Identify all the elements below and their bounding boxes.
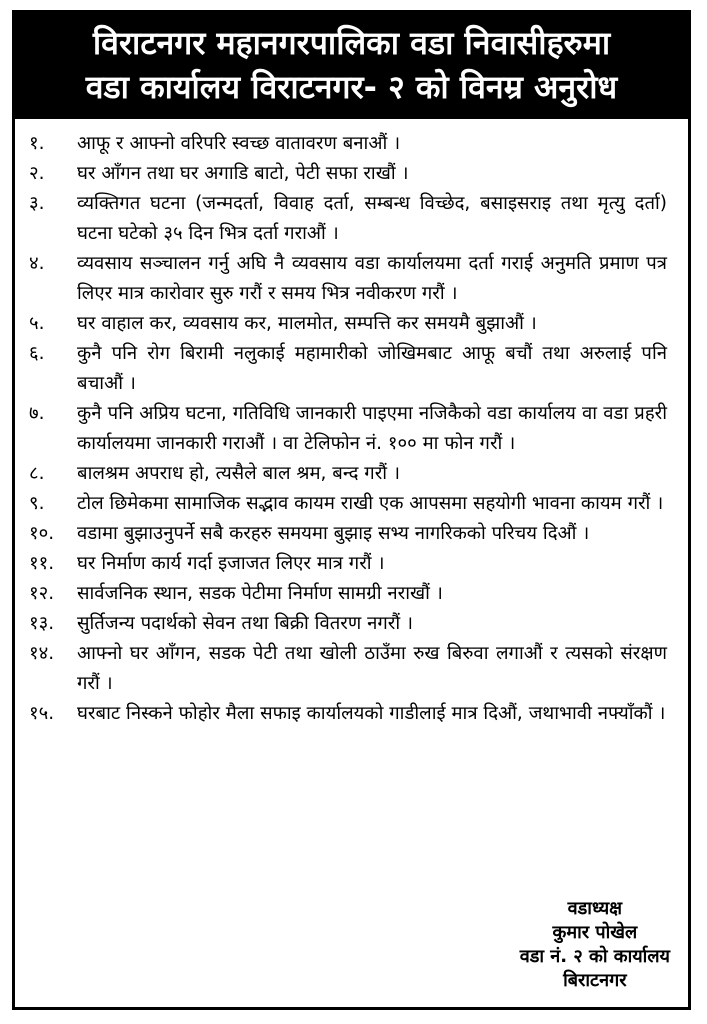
- item-text: कुनै पनि रोग बिरामी नलुकाई महामारीको जोखिमबाट आफू बचौं तथा अरुलाई पनि बचाऔं ।: [77, 343, 667, 394]
- item-text: टोल छिमेकमा सामाजिक सद्भाव कायम राखी एक आपसमा सहयोगी भावना कायम गरौं ।: [77, 493, 664, 514]
- item-text: घरबाट निस्कने फोहोर मैला सफाइ कार्यालयको गाडीलाई मात्र दिऔं, जथाभावी नफ्याँकौं ।: [77, 703, 666, 724]
- item-number: १४.: [29, 643, 55, 664]
- request-list: [15, 129, 688, 729]
- list-item: [15, 489, 688, 519]
- list-item: [15, 339, 688, 399]
- item-text: सुर्तिजन्य पदार्थको सेवन तथा बिक्री वितरण नगरौं ।: [77, 613, 414, 634]
- item-text: आफ्नो घर आँगन, सडक पेटी तथा खोली ठाउँमा रुख बिरुवा लगाऔं र त्यसको संरक्षण गरौं ।: [77, 643, 667, 694]
- signature-city: बिराटनगर: [563, 970, 627, 991]
- item-number: ९.: [29, 493, 45, 514]
- list-item: [15, 639, 688, 699]
- list-item: [15, 159, 688, 189]
- item-text: घर निर्माण कार्य गर्दा इजाजत लिएर मात्र गरौं ।: [77, 553, 385, 574]
- item-text: कुनै पनि अप्रिय घटना, गतिविधि जानकारी पाइएमा नजिकैको वडा कार्यालय वा वडा प्रहरी कार्यालयमा जानकारी गराऔं । वा टेलिफोन नं. १०० मा फोन गरौं ।: [77, 403, 667, 454]
- list-item: [15, 699, 688, 729]
- item-text: घर आँगन तथा घर अगाडि बाटो, पेटी सफा राखौं ।: [77, 163, 409, 184]
- item-text: व्यक्तिगत घटना (जन्मदर्ता, विवाह दर्ता, सम्बन्ध विच्छेद, बसाइसराइ तथा मृत्यु दर्ता) घटना घटेको ३५ दिन भित्र दर्ता गराऔं ।: [77, 193, 667, 244]
- item-number: २.: [29, 163, 45, 184]
- list-item: [15, 399, 688, 459]
- item-number: १०.: [29, 523, 55, 544]
- notice-frame: [12, 10, 691, 1010]
- list-item: [15, 249, 688, 309]
- item-number: १५.: [29, 703, 55, 724]
- item-text: घर वाहाल कर, व्यवसाय कर, मालमोत, सम्पत्ति कर समयमै बुझाऔं ।: [77, 313, 537, 334]
- list-item: [15, 579, 688, 609]
- item-number: १३.: [29, 613, 55, 634]
- title-line-1: विराटनगर महानगरपालिका वडा निवासीहरुमा: [92, 24, 611, 62]
- list-item: [15, 189, 688, 249]
- signature-office: वडा नं. २ को कार्यालय: [519, 946, 670, 967]
- title-line-2: वडा कार्यालय विराटनगर- २ को विनम्र अनुरोध: [85, 68, 618, 106]
- item-number: ६.: [29, 343, 45, 364]
- item-text: सार्वजनिक स्थान, सडक पेटीमा निर्माण सामग्री नराखौं ।: [77, 583, 443, 604]
- signature-title: वडाध्यक्ष: [567, 898, 623, 919]
- item-text: वडामा बुझाउनुपर्ने सबै करहरु समयमा बुझाइ सभ्य नागरिकको परिचय दिऔं ।: [77, 523, 590, 544]
- item-text: व्यवसाय सञ्चालन गर्नु अघि नै व्यवसाय वडा कार्यालयमा दर्ता गराई अनुमति प्रमाण पत्र लिएर मात्र कारोवार सुरु गरौं र समय भित्र नवीकरण गरौं ।: [77, 253, 667, 304]
- item-text: आफू र आफ्नो वरिपरि स्वच्छ वातावरण बनाऔं ।: [77, 133, 401, 154]
- list-item: [15, 129, 688, 159]
- notice-header: [15, 13, 688, 119]
- item-number: ४.: [29, 253, 45, 274]
- item-number: ५.: [29, 313, 45, 334]
- signature-block: [520, 897, 670, 993]
- item-number: १.: [29, 133, 45, 154]
- item-number: ११.: [29, 553, 55, 574]
- list-item: [15, 519, 688, 549]
- list-item: [15, 459, 688, 489]
- signature-name: कुमार पोखेल: [552, 922, 638, 943]
- list-item: [15, 549, 688, 579]
- list-item: [15, 609, 688, 639]
- item-number: ८.: [29, 463, 45, 484]
- item-number: १२.: [29, 583, 55, 604]
- list-item: [15, 309, 688, 339]
- item-number: ३.: [29, 193, 45, 214]
- item-text: बालश्रम अपराध हो, त्यसैले बाल श्रम, बन्द गरौं ।: [77, 463, 400, 484]
- item-number: ७.: [29, 403, 45, 424]
